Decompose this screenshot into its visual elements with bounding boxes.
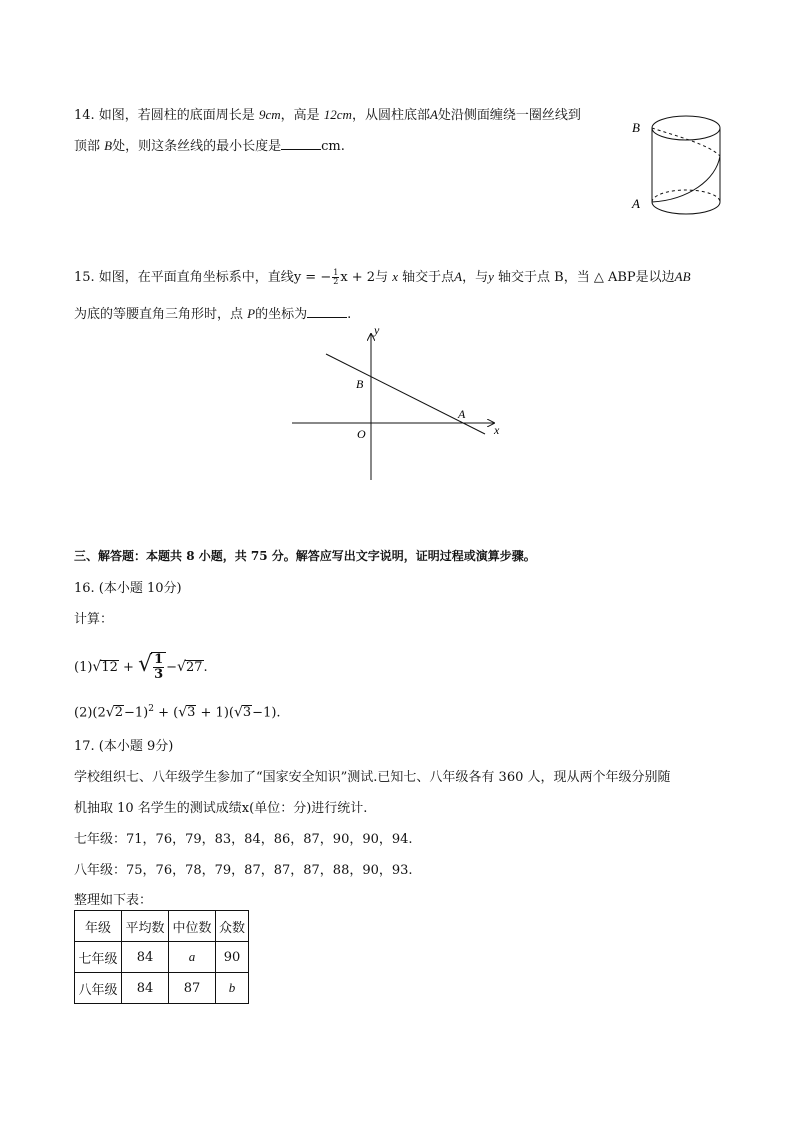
q16-part1: (1)√12 + √ $\frac{1}{3}$ −√27.	[74, 652, 208, 682]
point-label-b: B	[356, 377, 364, 391]
table-cell: 87	[169, 973, 216, 1004]
table-row	[75, 942, 249, 973]
table-cell: a	[169, 942, 216, 973]
line-equation: y = − $\frac{1}{2}$ x + 2	[293, 268, 376, 286]
line-ab	[326, 354, 485, 434]
cylinder-figure	[628, 108, 728, 218]
q17-grade8-scores: 八年级：75，76，78，79，87，87，87，88，90，93.	[74, 863, 413, 878]
section-heading: 三、解答题：本题共 8 小题，共 75 分。解答应写出文字说明，证明过程或演算步骤。	[74, 549, 536, 563]
table-header: 平均数	[122, 911, 169, 942]
coordinate-figure	[280, 322, 510, 487]
thread-visible-part	[652, 156, 720, 202]
table-cell: 84	[122, 973, 169, 1004]
answer-blank	[307, 306, 347, 318]
thread-hidden-part	[652, 128, 720, 156]
table-cell: 84	[122, 942, 169, 973]
table-header: 中位数	[169, 911, 216, 942]
origin-label: O	[357, 427, 366, 441]
q14-line1: 14. 如图，若圆柱的底面周长是 9cm，高是 12cm，从圆柱底部A处沿侧面缠绕一圈丝线到	[74, 107, 581, 123]
q14-line2: 顶部 B处，则这条丝线的最小长度是 cm.	[74, 138, 345, 154]
stats-table	[74, 910, 249, 1004]
table-cell: b	[216, 973, 249, 1004]
table-cell: 八年级	[75, 973, 122, 1004]
fraction: $\frac{1}{2}$	[333, 268, 339, 286]
q17-table-intro: 整理如下表：	[74, 893, 153, 908]
q16-title: 16. (本小题 10分)	[74, 581, 182, 596]
q16-prompt: 计算：	[74, 612, 114, 627]
q15-line1: 15. 如图，在平面直角坐标系中，直线y = − $\frac{1}{2}$ x + 2与 x 轴交于点A，与y 轴交于点 B，当 △ ABP是以边AB	[74, 268, 691, 286]
table-header-row	[75, 911, 249, 942]
table-cell: 七年级	[75, 942, 122, 973]
axis-label-y: y	[374, 323, 380, 337]
table-header: 众数	[216, 911, 249, 942]
label-a: A	[632, 196, 640, 211]
sqrt-fraction: $\frac{1}{3}$	[151, 652, 166, 682]
label-b: B	[632, 120, 640, 135]
cylinder-bottom-front	[652, 202, 720, 214]
cylinder-top-ellipse	[652, 116, 720, 140]
cylinder-bottom-back	[652, 190, 720, 202]
table-header: 年级	[75, 911, 122, 942]
q17-grade7-scores: 七年级：71，76，79，83，84，86，87，90，90，94.	[74, 832, 413, 847]
axis-label-x: x	[494, 423, 500, 437]
q15-line2: 为底的等腰直角三角形时，点 P的坐标为 .	[74, 306, 352, 322]
table-cell: 90	[216, 942, 249, 973]
table-row	[75, 973, 249, 1004]
q17-intro-line2: 机抽取 10 名学生的测试成绩x(单位：分)进行统计.	[74, 801, 368, 816]
q17-intro-line1: 学校组织七、八年级学生参加了“国家安全知识”测试.已知七、八年级各有 360 人，现从两个年级分别随	[74, 770, 671, 785]
answer-blank	[281, 138, 321, 150]
q17-title: 17. (本小题 9分)	[74, 739, 174, 754]
point-label-a: A	[458, 407, 466, 421]
q16-part2: $(2)(2√2-1)^2 + (√3 + 1)(√3-1)$.	[74, 704, 281, 721]
